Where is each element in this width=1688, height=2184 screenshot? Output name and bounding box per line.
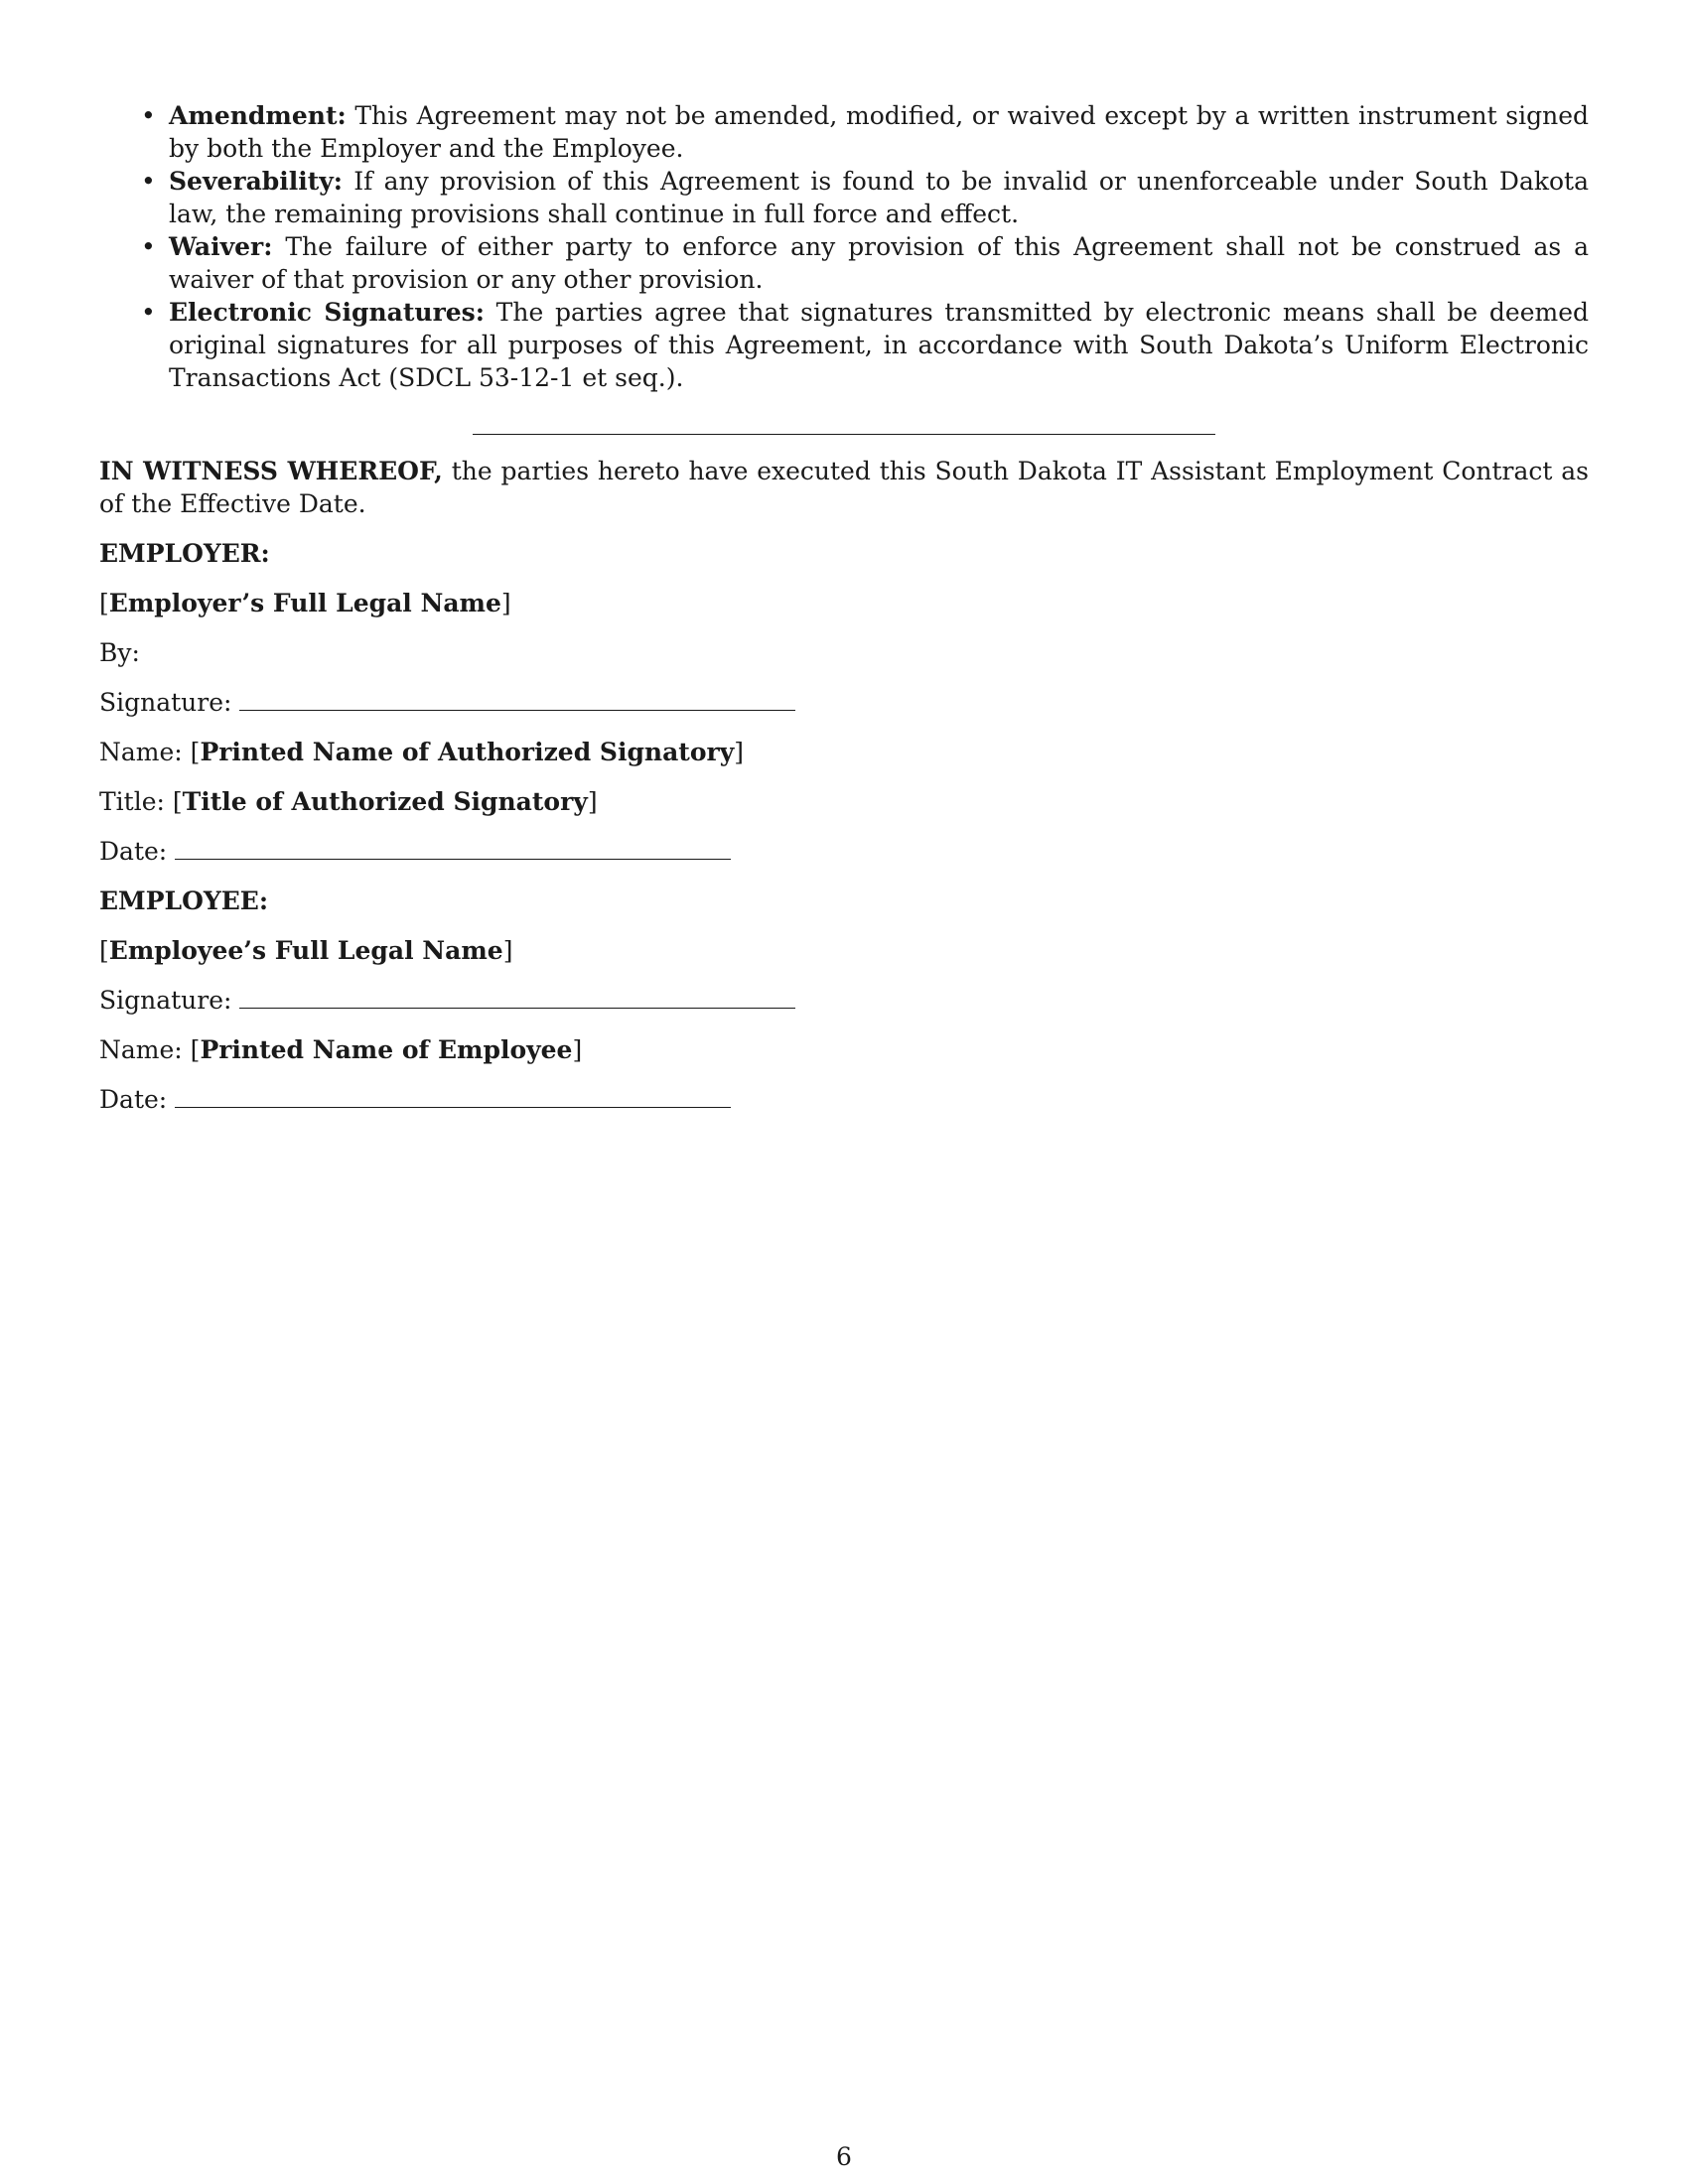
employer-date-row [99, 835, 1589, 868]
signature-label: Signature: [99, 688, 232, 717]
witness-clause [99, 455, 1589, 520]
employee-date-field[interactable] [175, 1083, 731, 1108]
bullet: • [141, 101, 156, 130]
clause-term: Amendment: [169, 101, 347, 130]
section-divider [473, 434, 1215, 435]
bracket-open: [ [99, 589, 109, 617]
witness-lead: IN WITNESS WHEREOF, [99, 457, 443, 485]
bullet: • [141, 298, 156, 327]
bracket-close: ] [587, 787, 598, 816]
employee-signature-field[interactable] [239, 984, 795, 1009]
employee-printed-name: Printed Name of Employee [200, 1035, 573, 1064]
bracket-close: ] [500, 589, 511, 617]
employer-by-label: By: [99, 638, 140, 667]
employer-title-row [99, 785, 1589, 818]
employee-date-row [99, 1083, 1589, 1116]
date-label: Date: [99, 1085, 168, 1114]
bracket-open: [ [172, 787, 183, 816]
bullet: • [141, 232, 156, 261]
employer-date-field[interactable] [175, 835, 731, 860]
name-label: Name: [99, 1035, 183, 1064]
bracket-close: ] [502, 936, 513, 965]
employer-legal-name [99, 587, 1589, 619]
document-page [99, 99, 1589, 1116]
bracket-open: [ [190, 1035, 201, 1064]
employee-legal-name [99, 934, 1589, 967]
bracket-open: [ [99, 936, 109, 965]
clause-list [99, 99, 1589, 394]
employee-signature-row [99, 984, 1589, 1017]
employer-heading: EMPLOYER: [99, 539, 270, 568]
title-label: Title: [99, 787, 165, 816]
clause-severability [141, 165, 1589, 230]
bracket-close: ] [734, 738, 744, 766]
page-number: 6 [836, 2142, 852, 2171]
clause-term: Severability: [169, 167, 344, 196]
name-label: Name: [99, 738, 183, 766]
employer-title: Title of Authorized Signatory [182, 787, 588, 816]
employer-printed-name-row [99, 736, 1589, 768]
employer-signature-field[interactable] [239, 686, 795, 711]
employer-name-placeholder: Employer’s Full Legal Name [108, 589, 501, 617]
signature-label: Signature: [99, 986, 232, 1015]
date-label: Date: [99, 837, 168, 866]
clause-electronic-signatures [141, 296, 1590, 394]
witness-text: the parties hereto have executed this South Dakota IT Assistant Employment Contract as of the Effective Date. [99, 457, 1590, 518]
clause-text: The parties agree that signatures transmitted by electronic means shall be deemed original signatures for all purposes of this Agreement, in accordance with South Dakota’s Uniform Electronic Transactions Act (SDCL 53-12-1 et seq.). [169, 298, 1590, 392]
clause-term: Waiver: [169, 232, 273, 261]
clause-text: This Agreement may not be amended, modified, or waived except by a written instrument signed by both the Employer and the Employee. [169, 101, 1589, 163]
clause-text: The failure of either party to enforce any provision of this Agreement shall not be construed as a waiver of that provision or any other provision. [169, 232, 1589, 294]
bracket-close: ] [572, 1035, 583, 1064]
employer-printed-name: Printed Name of Authorized Signatory [200, 738, 735, 766]
clause-amendment [141, 99, 1589, 165]
clause-term: Electronic Signatures: [169, 298, 485, 327]
employee-heading: EMPLOYEE: [99, 887, 269, 915]
employer-signature-row [99, 686, 1589, 719]
clause-text: If any provision of this Agreement is found to be invalid or unenforceable under South Dakota law, the remaining provisions shall continue in full force and effect. [169, 167, 1589, 228]
employee-printed-name-row [99, 1033, 1589, 1066]
clause-waiver [141, 230, 1589, 296]
bullet: • [141, 167, 156, 196]
employee-name-placeholder: Employee’s Full Legal Name [108, 936, 503, 965]
bracket-open: [ [190, 738, 201, 766]
